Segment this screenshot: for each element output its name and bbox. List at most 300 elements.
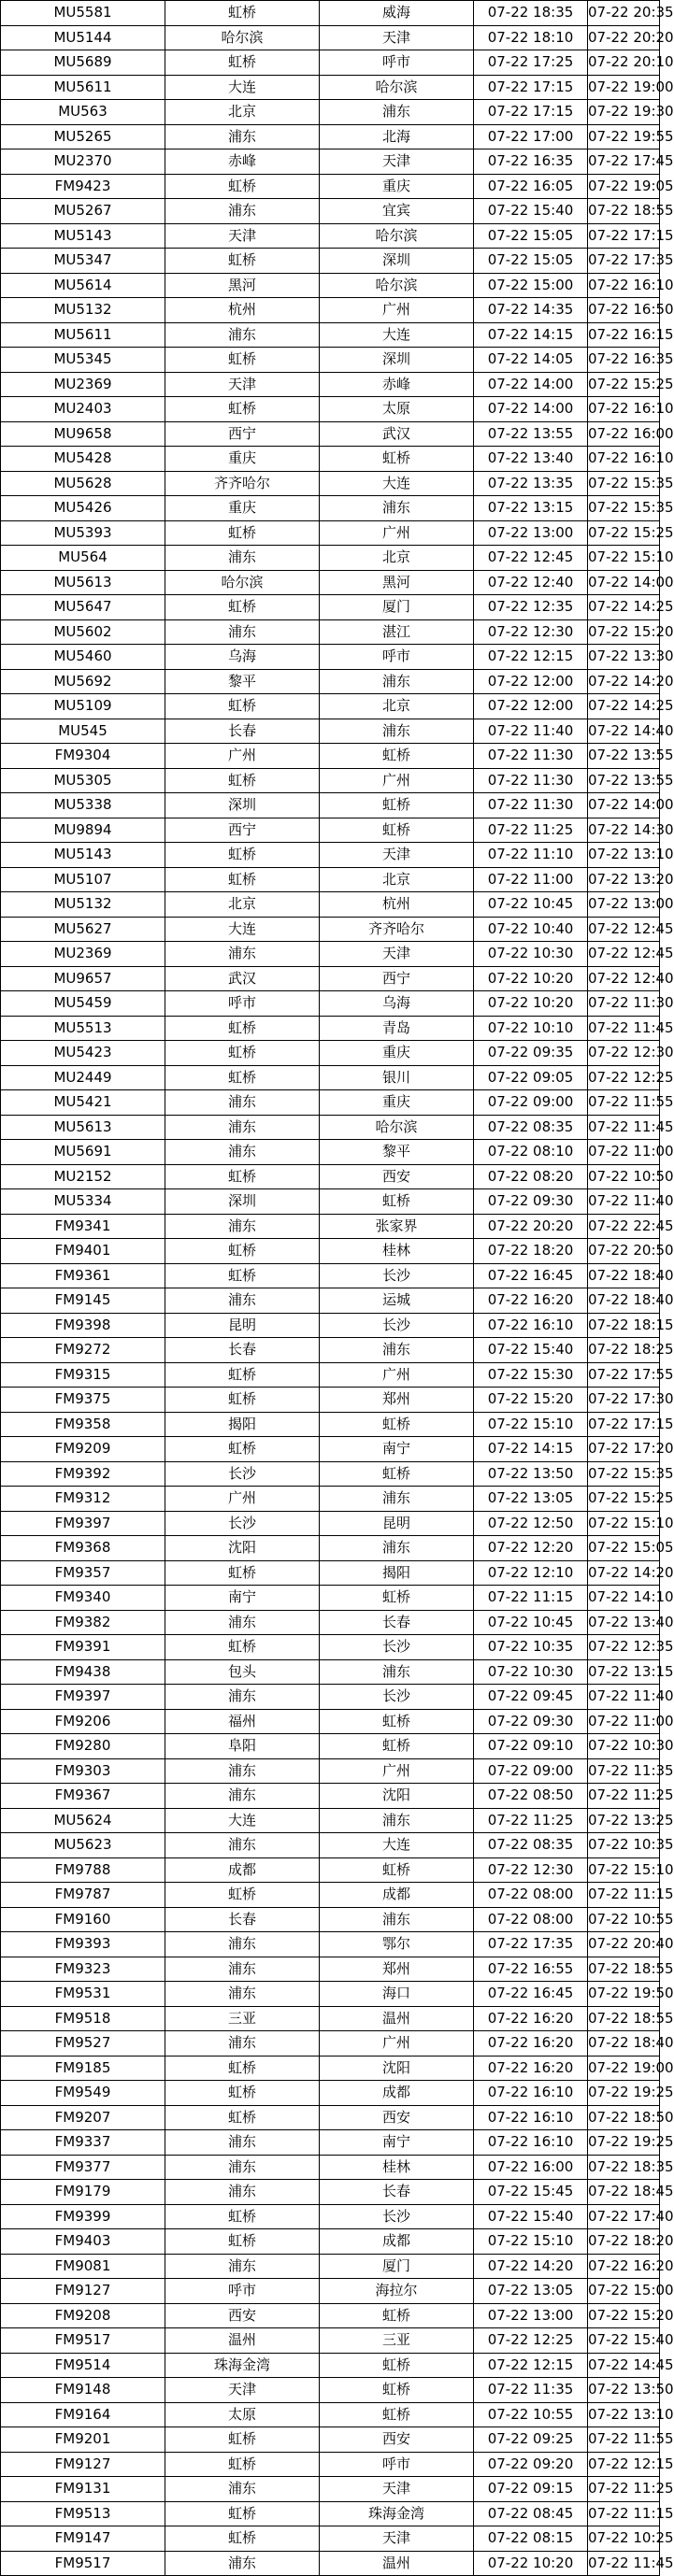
table-row: [1, 694, 660, 719]
origin-cell: 揭阳: [165, 1412, 320, 1437]
departure-time-cell: 07-22 15:20: [474, 1388, 588, 1413]
arrival-time-cell: 07-22 12:30: [588, 1041, 660, 1066]
departure-time-cell: 07-22 08:00: [474, 1907, 588, 1932]
table-row: [1, 199, 660, 224]
destination-cell: 西安: [320, 2105, 474, 2130]
flight-number-cell: FM9375: [1, 1388, 165, 1413]
flight-number-cell: MU5581: [1, 1, 165, 26]
table-row: [1, 1412, 660, 1437]
arrival-time-cell: 07-22 16:15: [588, 322, 660, 348]
flight-number-cell: FM9272: [1, 1338, 165, 1363]
arrival-time-cell: 07-22 11:40: [588, 1685, 660, 1710]
flight-number-cell: MU5613: [1, 1115, 165, 1140]
arrival-time-cell: 07-22 19:55: [588, 124, 660, 149]
origin-cell: 虹桥: [165, 1263, 320, 1288]
arrival-time-cell: 07-22 20:40: [588, 1932, 660, 1957]
origin-cell: 长春: [165, 1907, 320, 1932]
flight-number-cell: MU5334: [1, 1189, 165, 1215]
arrival-time-cell: 07-22 13:50: [588, 2378, 660, 2403]
origin-cell: 虹桥: [165, 1388, 320, 1413]
origin-cell: 虹桥: [165, 1560, 320, 1586]
arrival-time-cell: 07-22 16:50: [588, 298, 660, 323]
origin-cell: 黑河: [165, 273, 320, 298]
origin-cell: 虹桥: [165, 1362, 320, 1388]
origin-cell: 虹桥: [165, 2204, 320, 2229]
flight-number-cell: FM9368: [1, 1536, 165, 1561]
destination-cell: 成都: [320, 1883, 474, 1908]
origin-cell: 虹桥: [165, 397, 320, 422]
destination-cell: 湛江: [320, 619, 474, 645]
origin-cell: 浦东: [165, 1214, 320, 1239]
destination-cell: 南宁: [320, 2130, 474, 2156]
table-row: [1, 2105, 660, 2130]
departure-time-cell: 07-22 10:40: [474, 917, 588, 942]
table-row: [1, 75, 660, 100]
origin-cell: 浦东: [165, 1758, 320, 1784]
departure-time-cell: 07-22 08:15: [474, 2526, 588, 2552]
flight-number-cell: MU5109: [1, 694, 165, 719]
arrival-time-cell: 07-22 18:40: [588, 1288, 660, 1314]
destination-cell: 长沙: [320, 2204, 474, 2229]
arrival-time-cell: 07-22 11:35: [588, 1758, 660, 1784]
origin-cell: 浦东: [165, 546, 320, 571]
departure-time-cell: 07-22 10:30: [474, 1659, 588, 1685]
origin-cell: 三亚: [165, 2006, 320, 2031]
table-row: [1, 1115, 660, 1140]
destination-cell: 天津: [320, 2477, 474, 2502]
flight-number-cell: MU9658: [1, 421, 165, 447]
flight-number-cell: MU545: [1, 719, 165, 744]
table-row: [1, 942, 660, 967]
flight-number-cell: MU5647: [1, 595, 165, 620]
departure-time-cell: 07-22 18:20: [474, 1239, 588, 1264]
origin-cell: 虹桥: [165, 1635, 320, 1660]
table-row: [1, 1560, 660, 1586]
flight-number-cell: FM9131: [1, 2477, 165, 2502]
table-row: [1, 1263, 660, 1288]
origin-cell: 浦东: [165, 1784, 320, 1809]
origin-cell: 昆明: [165, 1313, 320, 1338]
departure-time-cell: 07-22 10:30: [474, 942, 588, 967]
arrival-time-cell: 07-22 15:10: [588, 1511, 660, 1536]
departure-time-cell: 07-22 14:15: [474, 1437, 588, 1462]
flight-number-cell: FM9787: [1, 1883, 165, 1908]
destination-cell: 虹桥: [320, 2303, 474, 2328]
destination-cell: 温州: [320, 2551, 474, 2576]
origin-cell: 长春: [165, 1338, 320, 1363]
destination-cell: 虹桥: [320, 1857, 474, 1883]
flight-number-cell: FM9337: [1, 2130, 165, 2156]
flight-number-cell: MU5691: [1, 1140, 165, 1165]
arrival-time-cell: 07-22 16:20: [588, 2254, 660, 2279]
arrival-time-cell: 07-22 15:10: [588, 546, 660, 571]
flight-number-cell: FM9397: [1, 1511, 165, 1536]
arrival-time-cell: 07-22 18:55: [588, 199, 660, 224]
table-row: [1, 1487, 660, 1512]
flight-number-cell: FM9179: [1, 2180, 165, 2205]
arrival-time-cell: 07-22 17:20: [588, 1437, 660, 1462]
table-row: [1, 1090, 660, 1116]
destination-cell: 广州: [320, 520, 474, 546]
flight-number-cell: MU5614: [1, 273, 165, 298]
departure-time-cell: 07-22 08:00: [474, 1883, 588, 1908]
origin-cell: 长沙: [165, 1461, 320, 1487]
table-row: [1, 25, 660, 50]
table-row: [1, 991, 660, 1017]
destination-cell: 天津: [320, 2526, 474, 2552]
destination-cell: 虹桥: [320, 744, 474, 769]
flight-number-cell: MU5345: [1, 348, 165, 373]
flight-number-cell: MU5602: [1, 619, 165, 645]
destination-cell: 浦东: [320, 1907, 474, 1932]
departure-time-cell: 07-22 08:50: [474, 1784, 588, 1809]
destination-cell: 浦东: [320, 1487, 474, 1512]
table-row: [1, 1362, 660, 1388]
table-row: [1, 1164, 660, 1189]
table-row: [1, 2155, 660, 2180]
arrival-time-cell: 07-22 18:55: [588, 1957, 660, 1982]
flight-number-cell: FM9127: [1, 2279, 165, 2304]
origin-cell: 珠海金湾: [165, 2353, 320, 2378]
destination-cell: 大连: [320, 471, 474, 496]
arrival-time-cell: 07-22 13:10: [588, 2402, 660, 2427]
departure-time-cell: 07-22 17:15: [474, 100, 588, 125]
flight-rows: [1, 1, 674, 2576]
departure-time-cell: 07-22 16:00: [474, 2155, 588, 2180]
departure-time-cell: 07-22 09:35: [474, 1041, 588, 1066]
departure-time-cell: 07-22 15:40: [474, 2204, 588, 2229]
table-row: [1, 397, 660, 422]
flight-number-cell: FM9312: [1, 1487, 165, 1512]
table-row: [1, 1338, 660, 1363]
arrival-time-cell: 07-22 11:25: [588, 1784, 660, 1809]
flight-number-cell: FM9518: [1, 2006, 165, 2031]
table-row: [1, 2427, 660, 2453]
flight-number-cell: FM9208: [1, 2303, 165, 2328]
table-row: [1, 843, 660, 868]
departure-time-cell: 07-22 12:30: [474, 1857, 588, 1883]
origin-cell: 浦东: [165, 619, 320, 645]
destination-cell: 虹桥: [320, 1189, 474, 1215]
flight-number-cell: MU2449: [1, 1065, 165, 1090]
flight-number-cell: FM9206: [1, 1709, 165, 1734]
destination-cell: 乌海: [320, 991, 474, 1017]
departure-time-cell: 07-22 16:35: [474, 149, 588, 175]
departure-time-cell: 07-22 12:10: [474, 1560, 588, 1586]
origin-cell: 温州: [165, 2328, 320, 2354]
flight-number-cell: MU5338: [1, 793, 165, 818]
arrival-time-cell: 07-22 18:25: [588, 1338, 660, 1363]
arrival-time-cell: 07-22 18:35: [588, 2155, 660, 2180]
arrival-time-cell: 07-22 18:20: [588, 2229, 660, 2255]
table-row: [1, 1957, 660, 1982]
table-row: [1, 2081, 660, 2106]
destination-cell: 张家界: [320, 1214, 474, 1239]
origin-cell: 浦东: [165, 1685, 320, 1710]
table-row: [1, 867, 660, 892]
departure-time-cell: 07-22 10:55: [474, 2402, 588, 2427]
arrival-time-cell: 07-22 13:55: [588, 744, 660, 769]
flight-number-cell: FM9392: [1, 1461, 165, 1487]
arrival-time-cell: 07-22 18:40: [588, 1263, 660, 1288]
departure-time-cell: 07-22 16:20: [474, 1288, 588, 1314]
destination-cell: 大连: [320, 1833, 474, 1858]
origin-cell: 虹桥: [165, 174, 320, 199]
table-row: [1, 768, 660, 793]
departure-time-cell: 07-22 16:20: [474, 2006, 588, 2031]
flight-number-cell: MU5624: [1, 1808, 165, 1833]
table-row: [1, 2328, 660, 2354]
departure-time-cell: 07-22 15:40: [474, 1338, 588, 1363]
flight-number-cell: MU5459: [1, 991, 165, 1017]
table-row: [1, 174, 660, 199]
departure-time-cell: 07-22 08:45: [474, 2501, 588, 2526]
departure-time-cell: 07-22 12:00: [474, 669, 588, 694]
flight-number-cell: MU5611: [1, 75, 165, 100]
flight-number-cell: MU5267: [1, 199, 165, 224]
table-row: [1, 1610, 660, 1635]
departure-time-cell: 07-22 10:20: [474, 966, 588, 991]
departure-time-cell: 07-22 10:20: [474, 991, 588, 1017]
destination-cell: 重庆: [320, 1090, 474, 1116]
flight-number-cell: FM9341: [1, 1214, 165, 1239]
flight-number-cell: MU5265: [1, 124, 165, 149]
destination-cell: 海拉尔: [320, 2279, 474, 2304]
departure-time-cell: 07-22 11:10: [474, 843, 588, 868]
table-row: [1, 149, 660, 175]
arrival-time-cell: 07-22 15:35: [588, 471, 660, 496]
departure-time-cell: 07-22 11:25: [474, 818, 588, 843]
table-row: [1, 1140, 660, 1165]
origin-cell: 虹桥: [165, 520, 320, 546]
table-row: [1, 2056, 660, 2081]
departure-time-cell: 07-22 15:05: [474, 249, 588, 274]
departure-time-cell: 07-22 17:25: [474, 50, 588, 76]
departure-time-cell: 07-22 10:45: [474, 1610, 588, 1635]
flight-number-cell: FM9361: [1, 1263, 165, 1288]
origin-cell: 虹桥: [165, 843, 320, 868]
departure-time-cell: 07-22 16:45: [474, 1263, 588, 1288]
flight-number-cell: MU5423: [1, 1041, 165, 1066]
table-row: [1, 2526, 660, 2552]
departure-time-cell: 07-22 16:10: [474, 2130, 588, 2156]
flight-number-cell: FM9438: [1, 1659, 165, 1685]
table-row: [1, 1016, 660, 1041]
table-row: [1, 744, 660, 769]
origin-cell: 北京: [165, 892, 320, 918]
table-row: [1, 2031, 660, 2057]
flight-number-cell: MU2369: [1, 372, 165, 397]
departure-time-cell: 07-22 13:40: [474, 447, 588, 472]
arrival-time-cell: 07-22 15:35: [588, 1461, 660, 1487]
departure-time-cell: 07-22 18:10: [474, 25, 588, 50]
flight-number-cell: FM9209: [1, 1437, 165, 1462]
arrival-time-cell: 07-22 16:10: [588, 397, 660, 422]
departure-time-cell: 07-22 10:45: [474, 892, 588, 918]
departure-time-cell: 07-22 11:30: [474, 793, 588, 818]
departure-time-cell: 07-22 18:35: [474, 1, 588, 26]
arrival-time-cell: 07-22 13:55: [588, 768, 660, 793]
table-row: [1, 2229, 660, 2255]
destination-cell: 沈阳: [320, 2056, 474, 2081]
departure-time-cell: 07-22 12:15: [474, 2353, 588, 2378]
flight-number-cell: FM9340: [1, 1586, 165, 1611]
table-row: [1, 1907, 660, 1932]
departure-time-cell: 07-22 17:15: [474, 75, 588, 100]
flight-number-cell: FM9514: [1, 2353, 165, 2378]
departure-time-cell: 07-22 11:40: [474, 719, 588, 744]
table-row: [1, 892, 660, 918]
table-row: [1, 322, 660, 348]
destination-cell: 呼市: [320, 645, 474, 670]
destination-cell: 西安: [320, 2427, 474, 2453]
origin-cell: 虹桥: [165, 2056, 320, 2081]
origin-cell: 成都: [165, 1857, 320, 1883]
arrival-time-cell: 07-22 15:20: [588, 619, 660, 645]
destination-cell: 长春: [320, 1610, 474, 1635]
destination-cell: 天津: [320, 149, 474, 175]
origin-cell: 虹桥: [165, 2427, 320, 2453]
origin-cell: 大连: [165, 1808, 320, 1833]
destination-cell: 揭阳: [320, 1560, 474, 1586]
departure-time-cell: 07-22 14:35: [474, 298, 588, 323]
arrival-time-cell: 07-22 19:00: [588, 75, 660, 100]
origin-cell: 浦东: [165, 124, 320, 149]
flight-number-cell: FM9145: [1, 1288, 165, 1314]
departure-time-cell: 07-22 09:45: [474, 1685, 588, 1710]
arrival-time-cell: 07-22 19:30: [588, 100, 660, 125]
arrival-time-cell: 07-22 13:15: [588, 1659, 660, 1685]
arrival-time-cell: 07-22 12:45: [588, 942, 660, 967]
departure-time-cell: 07-22 15:45: [474, 2180, 588, 2205]
origin-cell: 浦东: [165, 1957, 320, 1982]
destination-cell: 武汉: [320, 421, 474, 447]
arrival-time-cell: 07-22 11:45: [588, 1016, 660, 1041]
table-row: [1, 570, 660, 595]
origin-cell: 虹桥: [165, 694, 320, 719]
table-row: [1, 2254, 660, 2279]
destination-cell: 杭州: [320, 892, 474, 918]
departure-time-cell: 07-22 17:00: [474, 124, 588, 149]
destination-cell: 郑州: [320, 1388, 474, 1413]
destination-cell: 虹桥: [320, 1586, 474, 1611]
arrival-time-cell: 07-22 10:50: [588, 1164, 660, 1189]
origin-cell: 重庆: [165, 496, 320, 521]
arrival-time-cell: 07-22 16:00: [588, 421, 660, 447]
table-row: [1, 2452, 660, 2477]
departure-time-cell: 07-22 13:55: [474, 421, 588, 447]
arrival-time-cell: 07-22 11:15: [588, 1883, 660, 1908]
origin-cell: 呼市: [165, 991, 320, 1017]
destination-cell: 浦东: [320, 669, 474, 694]
origin-cell: 虹桥: [165, 1164, 320, 1189]
table-row: [1, 1189, 660, 1215]
origin-cell: 虹桥: [165, 249, 320, 274]
table-row: [1, 1313, 660, 1338]
origin-cell: 虹桥: [165, 595, 320, 620]
arrival-time-cell: 07-22 12:35: [588, 1635, 660, 1660]
origin-cell: 大连: [165, 917, 320, 942]
flight-number-cell: FM9207: [1, 2105, 165, 2130]
arrival-time-cell: 07-22 17:45: [588, 149, 660, 175]
arrival-time-cell: 07-22 16:10: [588, 447, 660, 472]
flight-number-cell: FM9164: [1, 2402, 165, 2427]
table-row: [1, 1758, 660, 1784]
arrival-time-cell: 07-22 11:25: [588, 2477, 660, 2502]
departure-time-cell: 07-22 12:50: [474, 1511, 588, 1536]
flight-number-cell: FM9148: [1, 2378, 165, 2403]
origin-cell: 浦东: [165, 1090, 320, 1116]
flight-number-cell: MU5428: [1, 447, 165, 472]
flight-number-cell: MU9657: [1, 966, 165, 991]
departure-time-cell: 07-22 08:35: [474, 1115, 588, 1140]
origin-cell: 虹桥: [165, 867, 320, 892]
origin-cell: 浦东: [165, 199, 320, 224]
destination-cell: 虹桥: [320, 1709, 474, 1734]
destination-cell: 广州: [320, 1362, 474, 1388]
table-row: [1, 2006, 660, 2031]
departure-time-cell: 07-22 08:20: [474, 1164, 588, 1189]
table-row: [1, 1685, 660, 1710]
origin-cell: 虹桥: [165, 1437, 320, 1462]
departure-time-cell: 07-22 14:00: [474, 397, 588, 422]
origin-cell: 虹桥: [165, 1883, 320, 1908]
arrival-time-cell: 07-22 17:55: [588, 1362, 660, 1388]
table-row: [1, 1784, 660, 1809]
departure-time-cell: 07-22 12:00: [474, 694, 588, 719]
table-row: [1, 372, 660, 397]
origin-cell: 浦东: [165, 1982, 320, 2007]
arrival-time-cell: 07-22 18:45: [588, 2180, 660, 2205]
destination-cell: 呼市: [320, 2452, 474, 2477]
origin-cell: 虹桥: [165, 50, 320, 76]
destination-cell: 虹桥: [320, 2378, 474, 2403]
table-row: [1, 669, 660, 694]
table-row: [1, 1288, 660, 1314]
origin-cell: 虹桥: [165, 2081, 320, 2106]
flight-number-cell: FM9147: [1, 2526, 165, 2552]
departure-time-cell: 07-22 09:25: [474, 2427, 588, 2453]
departure-time-cell: 07-22 12:35: [474, 595, 588, 620]
departure-time-cell: 07-22 15:10: [474, 1412, 588, 1437]
table-row: [1, 1635, 660, 1660]
destination-cell: 虹桥: [320, 447, 474, 472]
arrival-time-cell: 07-22 11:00: [588, 1140, 660, 1165]
flight-number-cell: MU5613: [1, 570, 165, 595]
table-row: [1, 1857, 660, 1883]
destination-cell: 虹桥: [320, 1734, 474, 1759]
table-row: [1, 2378, 660, 2403]
destination-cell: 鄂尔: [320, 1932, 474, 1957]
table-row: [1, 2501, 660, 2526]
departure-time-cell: 07-22 10:20: [474, 2551, 588, 2576]
destination-cell: 海口: [320, 1982, 474, 2007]
flight-number-cell: MU564: [1, 546, 165, 571]
origin-cell: 乌海: [165, 645, 320, 670]
departure-time-cell: 07-22 15:30: [474, 1362, 588, 1388]
origin-cell: 虹桥: [165, 2229, 320, 2255]
departure-time-cell: 07-22 15:05: [474, 223, 588, 249]
flight-number-cell: MU9894: [1, 818, 165, 843]
arrival-time-cell: 07-22 14:30: [588, 818, 660, 843]
departure-time-cell: 07-22 09:05: [474, 1065, 588, 1090]
flight-number-cell: FM9527: [1, 2031, 165, 2057]
destination-cell: 南宁: [320, 1437, 474, 1462]
table-row: [1, 595, 660, 620]
destination-cell: 广州: [320, 2031, 474, 2057]
destination-cell: 赤峰: [320, 372, 474, 397]
destination-cell: 深圳: [320, 249, 474, 274]
